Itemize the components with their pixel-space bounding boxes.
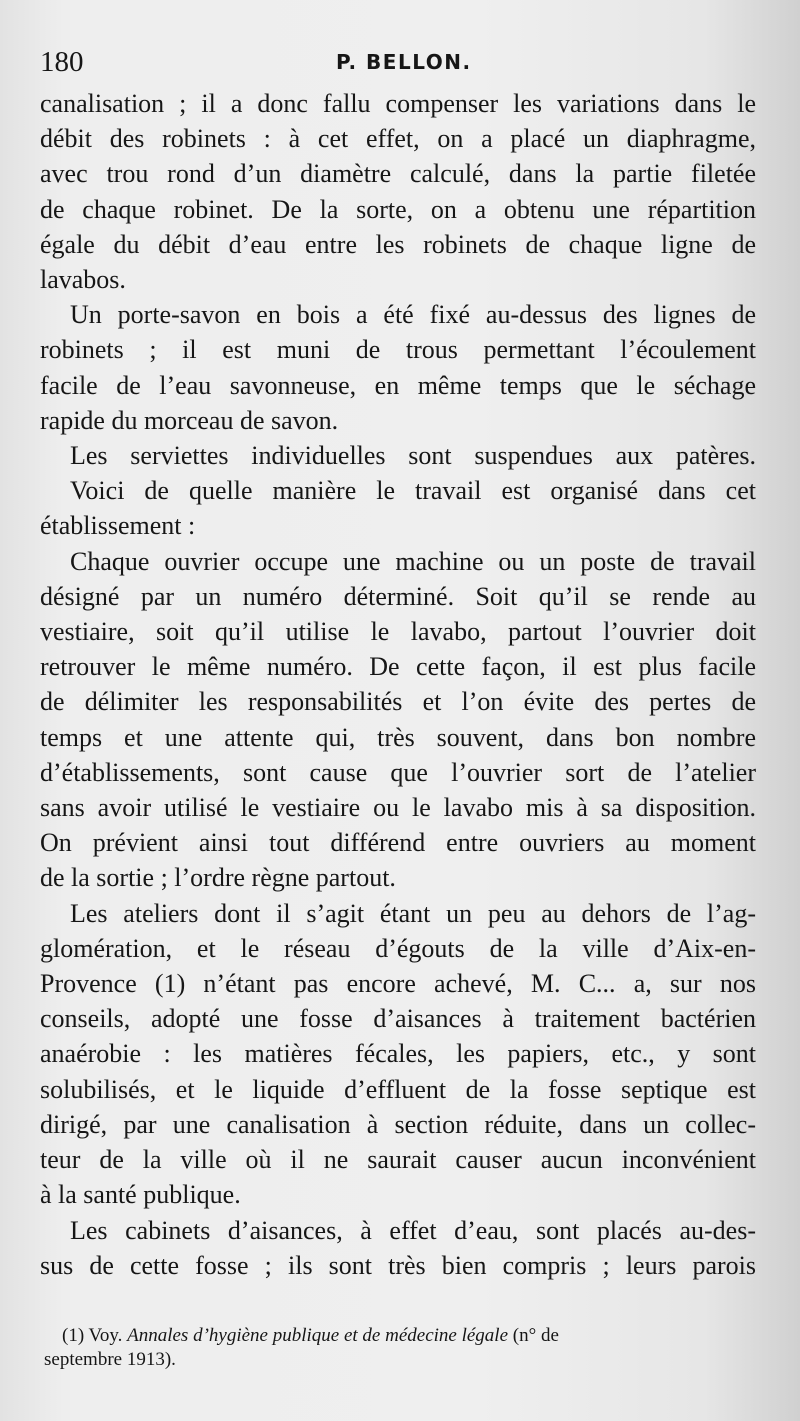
text-line: établissement : [40,511,196,541]
text-line: de délimiter les responsabilités et l’on évite des pertes de [40,687,756,717]
footnote-title: Annales d’hygiène publique et de médecine légale [127,1325,509,1346]
text-line: Les cabinets d’aisances, à effet d’eau, sont placés au-des- [70,1215,756,1245]
text-line: désigné par un numéro déterminé. Soit qu’il se rende au [40,581,756,611]
text-line: facile de l’eau savonneuse, en même temps que le séchage [40,370,756,400]
footnote-marker: (1) Voy. [62,1325,123,1346]
text-line: glomération, et le réseau d’égouts de la ville d’Aix-en- [40,933,756,963]
text-line: teur de la ville où il ne saurait causer aucun inconvénient [40,1145,756,1175]
text-line: sans avoir utilisé le vestiaire ou le lavabo mis à sa disposition. [40,793,756,823]
text-line: débit des robinets : à cet effet, on a placé un diaphragme, [40,124,756,154]
footnote-suffix: (n° de [512,1325,559,1346]
text-line: vestiaire, soit qu’il utilise le lavabo, partout l’ouvrier doit [40,617,756,647]
page-number: 180 [40,46,84,78]
text-line: sus de cette fosse ; ils sont très bien compris ; leurs parois [40,1250,756,1280]
text-line: robinets ; il est muni de trous permettant l’écoulement [40,335,756,365]
paragraph [40,1213,756,1283]
text-line: canalisation ; il a donc fallu compenser les variations dans le [40,89,756,118]
text-line: solubilisés, et le liquide d’effluent de la fosse septique est [40,1074,756,1104]
page-header [40,44,760,80]
paragraph [40,896,756,1213]
text-line: lavabos. [40,265,126,295]
text-line: Voici de quelle manière le travail est organisé dans cet [70,476,756,506]
footnote-line [44,1324,758,1348]
paragraph [40,438,756,473]
text-line: On prévient ainsi tout différend entre ouvriers au moment [40,828,756,858]
text-line: conseils, adopté une fosse d’aisances à traitement bactérien [40,1004,756,1034]
text-line: Provence (1) n’étant pas encore achevé, M. C... a, sur nos [40,969,756,999]
text-line: avec trou rond d’un diamètre calculé, dans la partie filetée [40,159,756,189]
text-line: de chaque robinet. De la sorte, on a obtenu une répartition [40,194,756,224]
text-line: de la sortie ; l’ordre règne partout. [40,863,396,893]
text-line: d’établissements, sont cause que l’ouvrier sort de l’atelier [40,757,756,787]
text-line: à la santé publique. [40,1180,241,1210]
text-line: dirigé, par une canalisation à section réduite, dans un collec- [40,1109,756,1139]
text-line: Les ateliers dont il s’agit étant un peu au dehors de l’ag- [70,898,756,928]
text-line: Chaque ouvrier occupe une machine ou un poste de travail [70,546,756,576]
footnote [44,1324,758,1372]
paragraph [40,297,756,438]
running-title: P. BELLON. [336,50,472,74]
text-line: Un porte-savon en bois a été fixé au-dessus des lignes de [70,300,756,330]
text-line: temps et une attente qui, très souvent, dans bon nombre [40,722,756,752]
paragraph [40,544,756,896]
text-line: rapide du morceau de savon. [40,405,339,435]
footnote-continuation: septembre 1913). [44,1349,176,1370]
text-line: retrouver le même numéro. De cette façon, il est plus facile [40,652,756,682]
text-line: Les serviettes individuelles sont suspendues aux patères. [70,441,756,471]
text-line: anaérobie : les matières fécales, les papiers, etc., y sont [40,1039,756,1069]
paragraph [40,473,756,543]
body-text [40,86,756,1283]
text-line: égale du débit d’eau entre les robinets de chaque ligne de [40,229,756,259]
paragraph [40,86,756,297]
